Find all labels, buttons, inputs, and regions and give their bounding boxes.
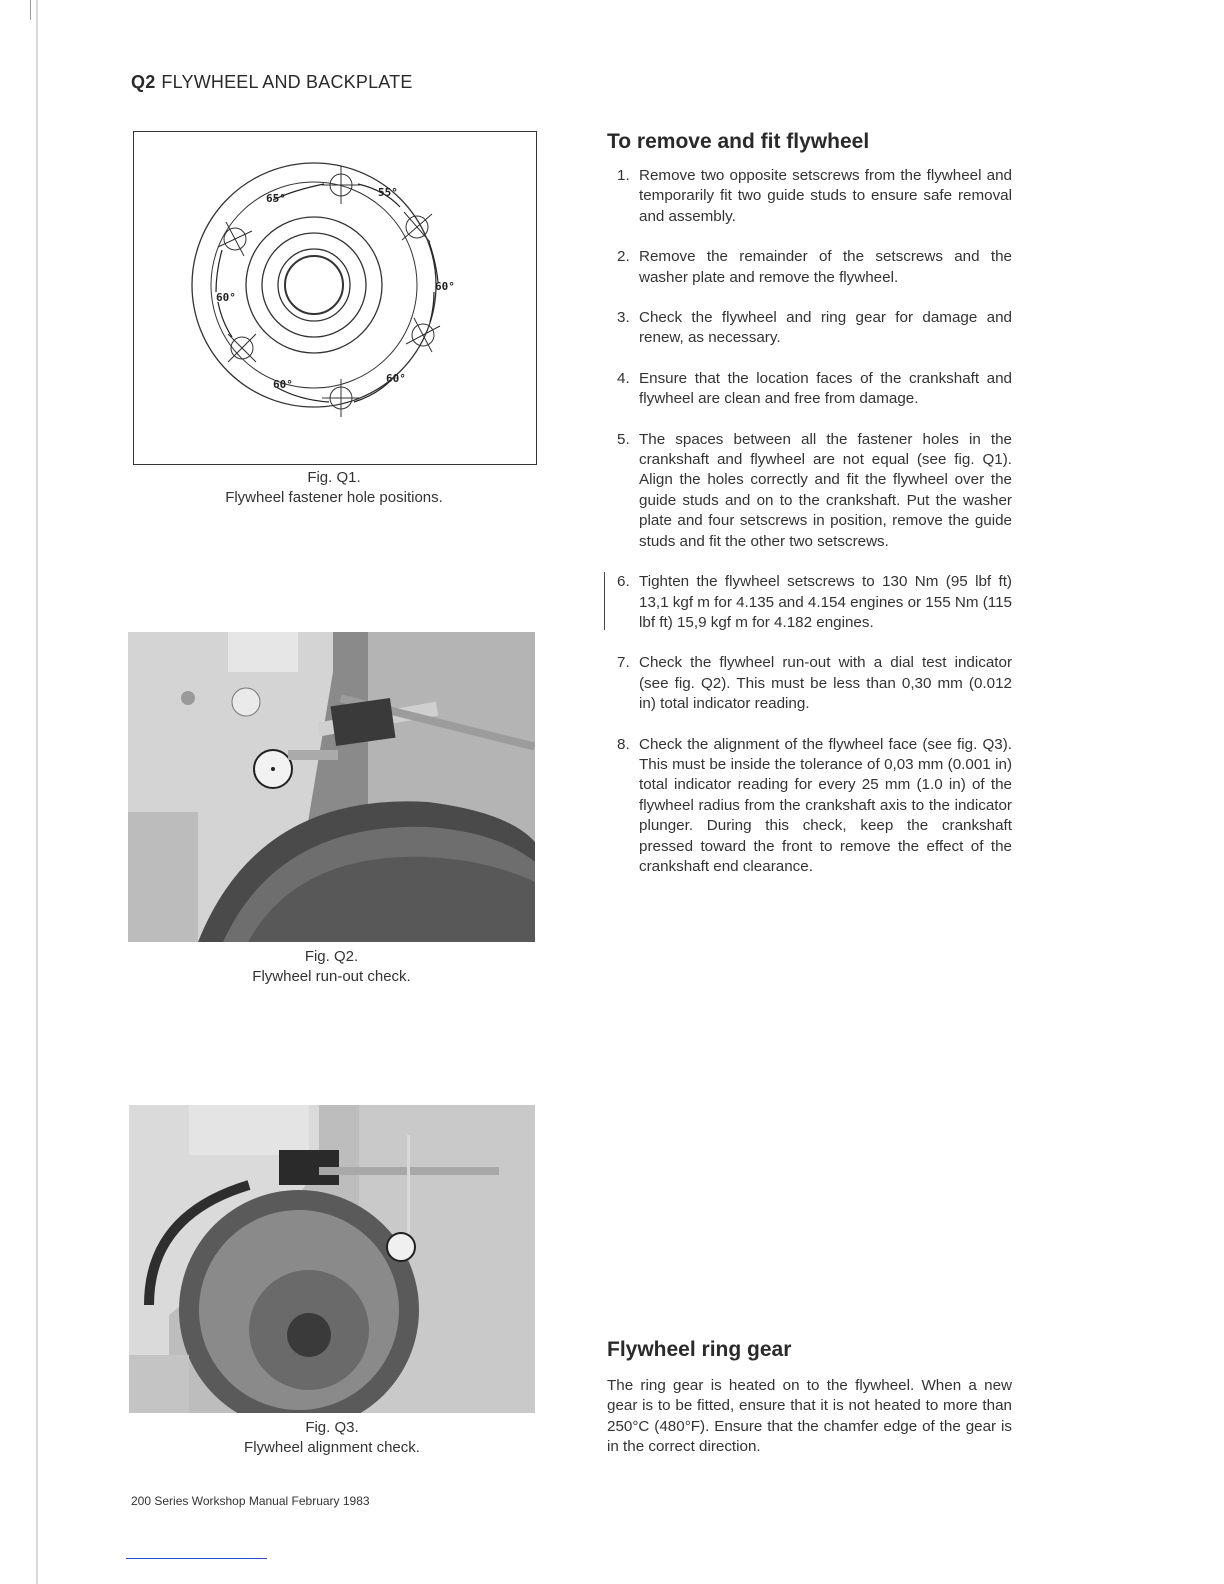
step-item: 7. Check the flywheel run-out with a dial test indicator (see fig. Q2). This must be less than 0,30 mm (0.012 in) total indicator reading.: [617, 654, 1012, 713]
corner-mark: [30, 0, 41, 20]
bolt-hole-bottom: [322, 379, 360, 417]
figure-q3-photo: [129, 1105, 535, 1413]
figure-q2-caption: [128, 947, 535, 987]
ring-gear-text: The ring gear is heated on to the flywheel. When a new gear is to be fitted, ensure that it is not heated to more than 250°C (480°F). Ensure that the chamfer edge of the gear is in the correct direction.: [607, 1377, 1012, 1456]
figure-q1-caption: [133, 468, 535, 508]
step-item: 8. Check the alignment of the flywheel face (see fig. Q3). This must be inside the tolerance of 0,03 mm (0.001 in) total indicator reading for every 25 mm (1.0 in) of the flywheel radius from the crankshaft axis to the indicator plunger. During this check, keep the crankshaft pressed toward the front to remove the effect of the crankshaft end clearance.: [617, 735, 1012, 875]
binding-edge: [36, 0, 38, 1584]
angle-label: 60°: [216, 291, 236, 304]
step-item: 2. Remove the remainder of the setscrews and the washer plate and remove the flywheel.: [617, 248, 1012, 286]
boss-ring-2: [278, 249, 350, 321]
figure-number: Fig. Q1.: [307, 469, 361, 486]
angle-label: 60°: [386, 372, 406, 385]
boss-outer: [246, 217, 382, 353]
bolt-hole-top: [322, 166, 360, 204]
spigot-bore: [285, 256, 343, 314]
bolt-hole-upper-right: [402, 212, 432, 242]
step-item: 3. Check the flywheel and ring gear for damage and renew, as necessary.: [617, 309, 1012, 347]
figure-caption: Flywheel alignment check.: [244, 1439, 420, 1456]
figure-q2-photo: [128, 632, 535, 942]
step-item: 6. Tighten the flywheel setscrews to 130 Nm (95 lbf ft) 13,1 kgf m for 4.135 and 4.154 engines or 155 Nm (115 lbf ft) 15,9 kgf m for 4.182 engines.: [607, 572, 1012, 633]
ring-gear-heading: Flywheel ring gear: [607, 1338, 792, 1361]
figure-q3-caption: [129, 1418, 535, 1458]
section-code: Q2: [131, 72, 156, 92]
runout-check-photo: [128, 632, 535, 942]
remove-fit-steps: [607, 166, 1012, 897]
flywheel-outer-rim: [192, 163, 436, 407]
figure-caption: Flywheel run-out check.: [252, 968, 411, 985]
bolt-hole-upper-left: [218, 222, 252, 256]
angle-label: 60°: [435, 280, 455, 293]
angle-label: 65°: [266, 192, 286, 205]
revision-change-bar: [604, 572, 605, 630]
bolt-hole-lower-right: [406, 318, 440, 352]
figure-caption: Flywheel fastener hole positions.: [225, 489, 443, 506]
angle-label: 55°: [378, 186, 398, 199]
footer-rule: [126, 1558, 267, 1559]
page-header: [131, 72, 413, 93]
figure-number: Fig. Q2.: [304, 948, 359, 965]
step-item: 4. Ensure that the location faces of the crankshaft and flywheel are clean and free from damage.: [617, 369, 1012, 408]
flywheel-hole-diagram: [134, 132, 536, 464]
remove-fit-heading: To remove and fit flywheel: [607, 130, 870, 153]
figure-q1-diagram: [133, 131, 537, 465]
section-title: FLYWHEEL AND BACKPLATE: [161, 72, 413, 92]
step-item: 5. The spaces between all the fastener holes in the crankshaft and flywheel are not equal (see fig. Q1). Align the holes correctly and fit the flywheel over the guide studs and on to the crankshaft. Put the washer plate and four setscrews in position, remove the guide studs and fit the other two setscrews.: [617, 430, 1012, 550]
angle-label: 60°: [273, 378, 293, 391]
figure-number: Fig. Q3.: [305, 1419, 359, 1436]
page-footer: 200 Series Workshop Manual February 1983: [131, 1494, 370, 1508]
pitch-circle: [211, 182, 417, 388]
step-item: 1. Remove two opposite setscrews from the flywheel and temporarily fit two guide studs to ensure safe removal and assembly.: [617, 167, 1012, 225]
alignment-check-photo: [129, 1105, 535, 1413]
